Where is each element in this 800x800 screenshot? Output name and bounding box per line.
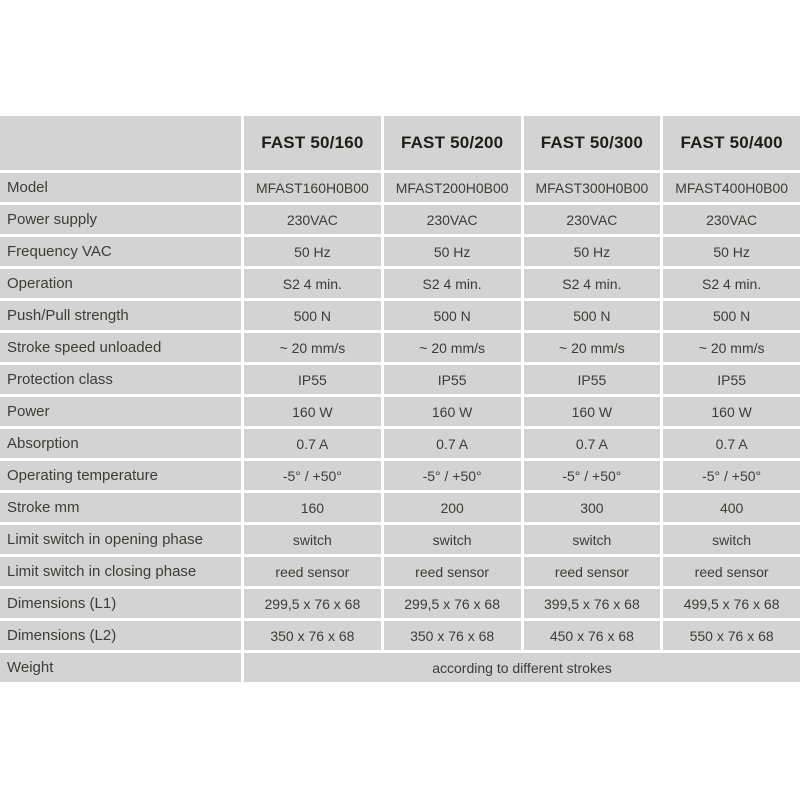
spec-value-cell: 350 x 76 x 68 bbox=[384, 621, 521, 650]
row-label: Model bbox=[0, 173, 241, 202]
spec-value-cell: 50 Hz bbox=[384, 237, 521, 266]
spec-value-cell: reed sensor bbox=[244, 557, 381, 586]
spec-value-cell: 500 N bbox=[244, 301, 381, 330]
spec-value-cell: switch bbox=[244, 525, 381, 554]
row-label: Power bbox=[0, 397, 241, 426]
corner-cell bbox=[0, 116, 241, 170]
spec-value-cell: ~ 20 mm/s bbox=[663, 333, 800, 362]
spec-value-cell: 300 bbox=[524, 493, 661, 522]
spec-value-cell: 160 W bbox=[663, 397, 800, 426]
spec-value-cell: S2 4 min. bbox=[384, 269, 521, 298]
row-label: Frequency VAC bbox=[0, 237, 241, 266]
row-label: Weight bbox=[0, 653, 241, 682]
spec-value-cell: 350 x 76 x 68 bbox=[244, 621, 381, 650]
spec-value-cell: -5° / +50° bbox=[524, 461, 661, 490]
row-label: Absorption bbox=[0, 429, 241, 458]
spec-value-cell: 500 N bbox=[524, 301, 661, 330]
spec-value-cell: 0.7 A bbox=[384, 429, 521, 458]
spec-value-cell: 230VAC bbox=[244, 205, 381, 234]
spec-value-cell: 160 W bbox=[244, 397, 381, 426]
spec-value-cell: 0.7 A bbox=[524, 429, 661, 458]
spec-value-cell: 399,5 x 76 x 68 bbox=[524, 589, 661, 618]
row-label: Power supply bbox=[0, 205, 241, 234]
row-label: Dimensions (L2) bbox=[0, 621, 241, 650]
spec-value-cell: 230VAC bbox=[524, 205, 661, 234]
spec-value-cell: MFAST160H0B00 bbox=[244, 173, 381, 202]
spec-value-cell: MFAST300H0B00 bbox=[524, 173, 661, 202]
spec-value-cell: 400 bbox=[663, 493, 800, 522]
row-label: Stroke mm bbox=[0, 493, 241, 522]
row-label: Operation bbox=[0, 269, 241, 298]
spec-value-cell: IP55 bbox=[244, 365, 381, 394]
spec-value-cell: 160 W bbox=[384, 397, 521, 426]
spec-value-cell: 499,5 x 76 x 68 bbox=[663, 589, 800, 618]
spec-value-cell: IP55 bbox=[524, 365, 661, 394]
spec-value-cell: S2 4 min. bbox=[524, 269, 661, 298]
spec-value-cell: switch bbox=[384, 525, 521, 554]
spec-value-cell: IP55 bbox=[663, 365, 800, 394]
spec-value-cell: 230VAC bbox=[384, 205, 521, 234]
row-label: Limit switch in closing phase bbox=[0, 557, 241, 586]
spec-value-cell: ~ 20 mm/s bbox=[244, 333, 381, 362]
spec-value-cell: MFAST400H0B00 bbox=[663, 173, 800, 202]
column-header-1: FAST 50/160 bbox=[244, 116, 381, 170]
spec-value-cell: 0.7 A bbox=[663, 429, 800, 458]
spec-value-cell: 50 Hz bbox=[663, 237, 800, 266]
spec-value-cell: 450 x 76 x 68 bbox=[524, 621, 661, 650]
spec-value-cell: reed sensor bbox=[663, 557, 800, 586]
spec-value-cell: S2 4 min. bbox=[244, 269, 381, 298]
spec-value-cell: 299,5 x 76 x 68 bbox=[384, 589, 521, 618]
row-label: Stroke speed unloaded bbox=[0, 333, 241, 362]
merged-value-cell: according to different strokes bbox=[244, 653, 800, 682]
spec-value-cell: ~ 20 mm/s bbox=[384, 333, 521, 362]
spec-value-cell: -5° / +50° bbox=[384, 461, 521, 490]
row-label: Operating temperature bbox=[0, 461, 241, 490]
column-header-3: FAST 50/300 bbox=[524, 116, 661, 170]
spec-value-cell: 230VAC bbox=[663, 205, 800, 234]
spec-value-cell: MFAST200H0B00 bbox=[384, 173, 521, 202]
spec-value-cell: 200 bbox=[384, 493, 521, 522]
spec-value-cell: switch bbox=[663, 525, 800, 554]
spec-value-cell: ~ 20 mm/s bbox=[524, 333, 661, 362]
spec-value-cell: -5° / +50° bbox=[244, 461, 381, 490]
row-label: Dimensions (L1) bbox=[0, 589, 241, 618]
spec-value-cell: reed sensor bbox=[524, 557, 661, 586]
spec-value-cell: S2 4 min. bbox=[663, 269, 800, 298]
spec-value-cell: 500 N bbox=[663, 301, 800, 330]
spec-value-cell: 550 x 76 x 68 bbox=[663, 621, 800, 650]
column-header-4: FAST 50/400 bbox=[663, 116, 800, 170]
spec-value-cell: switch bbox=[524, 525, 661, 554]
spec-value-cell: IP55 bbox=[384, 365, 521, 394]
row-label: Push/Pull strength bbox=[0, 301, 241, 330]
spec-value-cell: 50 Hz bbox=[524, 237, 661, 266]
spec-value-cell: 299,5 x 76 x 68 bbox=[244, 589, 381, 618]
spec-value-cell: -5° / +50° bbox=[663, 461, 800, 490]
spec-table bbox=[0, 116, 800, 682]
row-label: Protection class bbox=[0, 365, 241, 394]
spec-value-cell: 160 bbox=[244, 493, 381, 522]
spec-value-cell: 0.7 A bbox=[244, 429, 381, 458]
spec-value-cell: 50 Hz bbox=[244, 237, 381, 266]
spec-value-cell: reed sensor bbox=[384, 557, 521, 586]
row-label: Limit switch in opening phase bbox=[0, 525, 241, 554]
spec-value-cell: 500 N bbox=[384, 301, 521, 330]
column-header-2: FAST 50/200 bbox=[384, 116, 521, 170]
spec-value-cell: 160 W bbox=[524, 397, 661, 426]
